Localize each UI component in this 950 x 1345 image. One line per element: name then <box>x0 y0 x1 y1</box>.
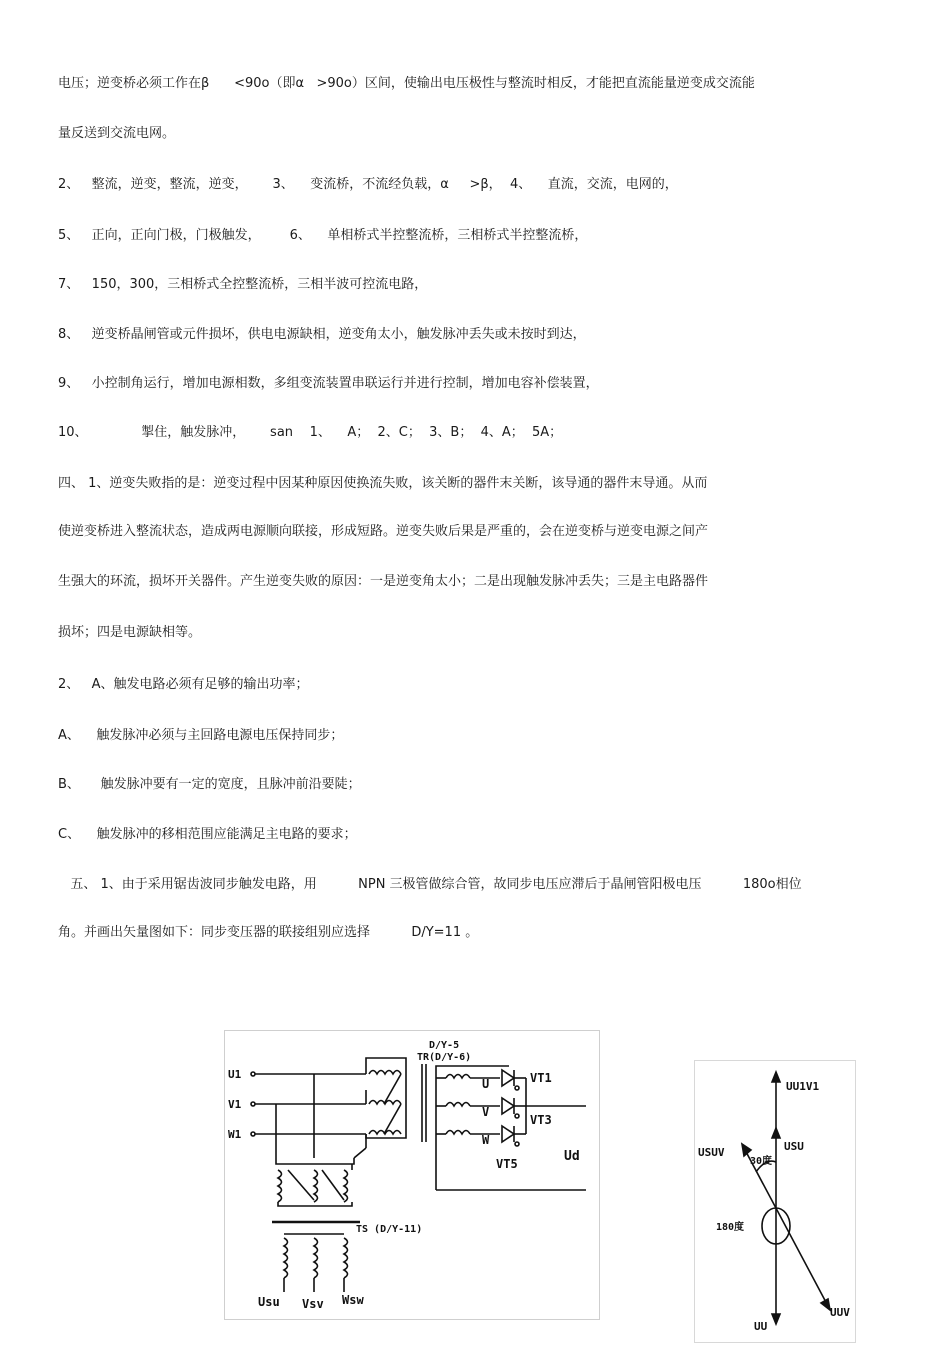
label-dy5: D/Y-5 <box>429 1040 460 1051</box>
label-tr: TR(D/Y-6) <box>417 1052 472 1063</box>
text-line-17: 五、 1、由于采用锯齿波同步触发电路，用 NPN 三极管做综合管，故同步电压应滞后于晶闸管阳极电压 180o相位 <box>58 877 802 892</box>
input-w1: W1 <box>228 1128 242 1141</box>
sync-usu: Usu <box>258 1295 280 1309</box>
text-line-16: C、 触发脉冲的移相范围应能满足主电路的要求； <box>58 827 357 842</box>
circuit-diagram <box>224 1030 600 1320</box>
vector-diagram <box>694 1060 856 1343</box>
sync-vsv: Vsv <box>302 1297 324 1311</box>
text-line-5: 7、 150，300，三相桥式全控整流桥，三相半波可控流电路， <box>58 277 428 292</box>
sync-wsw: Wsw <box>342 1293 364 1307</box>
thyristor-vt5: VT5 <box>496 1157 518 1171</box>
text-line-12: 损坏；四是电源缺相等。 <box>58 625 202 640</box>
text-line-9: 四、 1、逆变失败指的是：逆变过程中因某种原因使换流失败，该关断的器件末关断，该导通的器件末导通。从而 <box>58 476 708 491</box>
text-line-10: 使逆变桥进入整流状态，造成两电源顺向联接，形成短路。逆变失败后果是严重的，会在逆变桥与逆变电源之间产 <box>58 524 709 539</box>
phase-u: U <box>482 1077 490 1091</box>
angle-180: 180度 <box>716 1222 745 1233</box>
text-line-18: 角。并画出矢量图如下：同步变压器的联接组别应选择 D/Y=11 。 <box>58 925 479 940</box>
text-line-3: 2、 整流，逆变，整流，逆变， 3、 变流桥，不流经负载，α >β， 4、 直流，交流，电网的， <box>58 177 678 192</box>
vector-uuv: UUV <box>830 1306 850 1319</box>
phase-v: V <box>482 1105 490 1119</box>
thyristor-vt1: VT1 <box>530 1071 552 1085</box>
vector-usu: USU <box>784 1140 804 1153</box>
input-v1: V1 <box>228 1098 242 1111</box>
text-line-1: 电压；逆变桥必须工作在β <90o（即α >90o）区间，使输出电压极性与整流时相反，才能把直流能量逆变成交流能 <box>58 76 755 91</box>
text-line-4: 5、 正向，正向门极，门极触发， 6、 单相桥式半控整流桥，三相桥式半控整流桥， <box>58 228 588 243</box>
thyristor-vt3: VT3 <box>530 1113 552 1127</box>
text-line-15: B、 触发脉冲要有一定的宽度，且脉冲前沿要陡； <box>58 777 361 792</box>
vector-uu: UU <box>754 1320 768 1333</box>
output-ud: Ud <box>564 1149 580 1164</box>
text-line-8: 10、 掣住，触发脉冲， san 1、 A； 2、C； 3、B； 4、A； 5A； <box>58 425 563 440</box>
text-line-7: 9、 小控制角运行，增加电源相数，多组变流装置串联运行并进行控制，增加电容补偿装置， <box>58 376 599 391</box>
ts-label: TS (D/Y-11) <box>356 1224 423 1235</box>
phase-w: W <box>482 1133 490 1147</box>
vector-uu1v1: UU1V1 <box>786 1080 820 1093</box>
angle-30: 30度 <box>750 1156 773 1167</box>
text-line-6: 8、 逆变桥晶闸管或元件损坏，供电电源缺相，逆变角太小，触发脉冲丢失或未按时到达， <box>58 327 586 342</box>
text-line-13: 2、 A、触发电路必须有足够的输出功率； <box>58 677 309 692</box>
text-line-14: A、 触发脉冲必须与主回路电源电压保持同步； <box>58 728 344 743</box>
vector-usuv: USUV <box>698 1146 725 1159</box>
text-line-2: 量反送到交流电网。 <box>58 126 176 141</box>
text-line-11: 生强大的环流，损坏开关器件。产生逆变失败的原因：一是逆变角太小；二是出现触发脉冲丢失；三是主电路器件 <box>58 574 709 589</box>
input-u1: U1 <box>228 1068 242 1081</box>
